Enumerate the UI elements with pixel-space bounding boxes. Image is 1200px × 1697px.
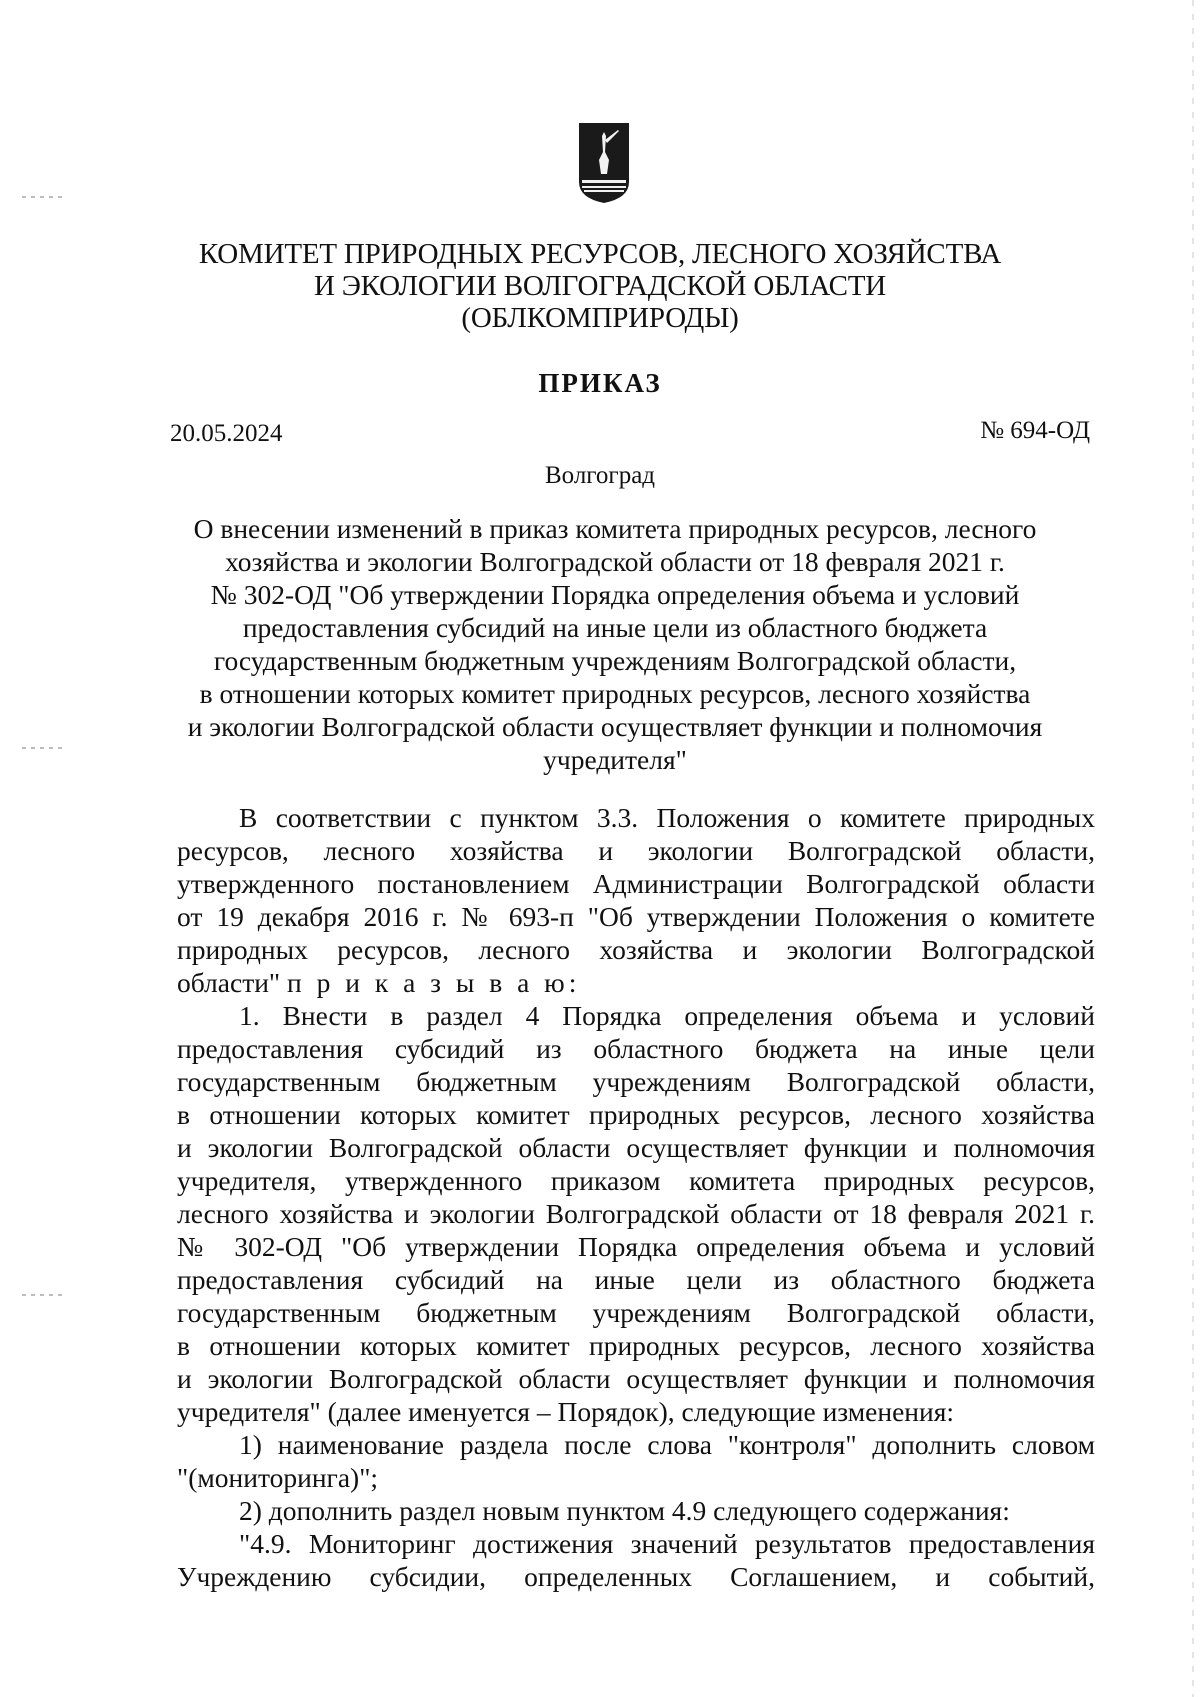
body-line: В соответствии с пунктом 3.3. Положения о комитете природных (239, 802, 1095, 833)
body-line: предоставления субсидий из областного бюджета на иные цели (177, 1033, 1095, 1064)
body-line: в отношении которых комитет природных ресурсов, лесного хозяйства (177, 1099, 1095, 1130)
body-text: области" (177, 967, 281, 998)
body-line: предоставления субсидий на иные цели из областного бюджета (177, 1264, 1095, 1295)
body-line: и экологии Волгоградской области осуществляет функции и полномочия (177, 1363, 1095, 1394)
subject-line: О внесении изменений в приказ комитета природных ресурсов, лесного (193, 513, 1037, 544)
body-line: ресурсов, лесного хозяйства и экологии Волгоградской области, (177, 835, 1095, 866)
body-line: от 19 декабря 2016 г. № 693-п "Об утверждении Положения о комитете (177, 901, 1095, 932)
body-line: утвержденного постановлением Администрации Волгоградской области (177, 868, 1095, 899)
body-line: 1. Внести в раздел 4 Порядка определения объема и условий (239, 1000, 1095, 1031)
subject-line: и экологии Волгоградской области осуществляет функции и полномочия (187, 711, 1043, 742)
order-verb: п р и к а з ы в а ю: (287, 967, 581, 998)
subject-line: государственным бюджетным учреждениям Волгоградской области, (213, 645, 1017, 676)
body-line: и экологии Волгоградской области осуществляет функции и полномочия (177, 1132, 1095, 1163)
body-line: Учреждению субсидии, определенных Соглашением, и событий, (177, 1561, 1095, 1592)
body-line: № 302-ОД "Об утверждении Порядка определения объема и условий (177, 1231, 1095, 1262)
document-city: Волгоград (544, 462, 656, 489)
org-name-line-1: КОМИТЕТ ПРИРОДНЫХ РЕСУРСОВ, ЛЕСНОГО ХОЗЯЙСТВА (198, 238, 1002, 270)
subject-line: в отношении которых комитет природных ресурсов, лесного хозяйства (199, 678, 1031, 709)
volgograd-coat-of-arms-icon (578, 122, 630, 204)
document-subject (150, 512, 1080, 776)
margin-mark (22, 1294, 62, 1296)
body-line (177, 966, 1095, 999)
body-line: 2) дополнить раздел новым пунктом 4.9 следующего содержания: (239, 1495, 1010, 1526)
body-line: "4.9. Мониторинг достижения значений результатов предоставления (239, 1528, 1095, 1559)
body-line: государственным бюджетным учреждениям Волгоградской области, (177, 1297, 1095, 1328)
margin-mark (22, 747, 62, 749)
body-line: природных ресурсов, лесного хозяйства и экологии Волгоградской (177, 934, 1095, 965)
document-number: № 694-ОД (980, 417, 1090, 444)
body-line: учредителя, утвержденного приказом комитета природных ресурсов, (177, 1165, 1095, 1196)
subject-line: хозяйства и экологии Волгоградской области от 18 февраля 2021 г. (225, 546, 1005, 577)
body-line: учредителя" (далее именуется – Порядок), следующие изменения: (177, 1396, 955, 1427)
margin-mark (22, 196, 62, 198)
body-line: 1) наименование раздела после слова "контроля" дополнить словом (239, 1429, 1095, 1460)
org-name-line-3: (ОБЛКОМПРИРОДЫ) (461, 302, 739, 334)
org-name-line-2: И ЭКОЛОГИИ ВОЛГОГРАДСКОЙ ОБЛАСТИ (313, 270, 887, 302)
subject-line: предоставления субсидий на иные цели из областного бюджета (242, 612, 988, 643)
document-date: 20.05.2024 (170, 420, 283, 447)
body-line: в отношении которых комитет природных ресурсов, лесного хозяйства (177, 1330, 1095, 1361)
body-line: "(мониторинга)"; (177, 1462, 379, 1493)
subject-line: учредителя" (543, 744, 687, 775)
subject-line: № 302-ОД "Об утверждении Порядка определения объема и условий (210, 579, 1020, 610)
document-body (177, 801, 1095, 1593)
body-line: лесного хозяйства и экологии Волгоградской области от 18 февраля 2021 г. (177, 1198, 1095, 1229)
body-line: государственным бюджетным учреждениям Волгоградской области, (177, 1066, 1095, 1097)
document-title: ПРИКАЗ (538, 368, 662, 398)
